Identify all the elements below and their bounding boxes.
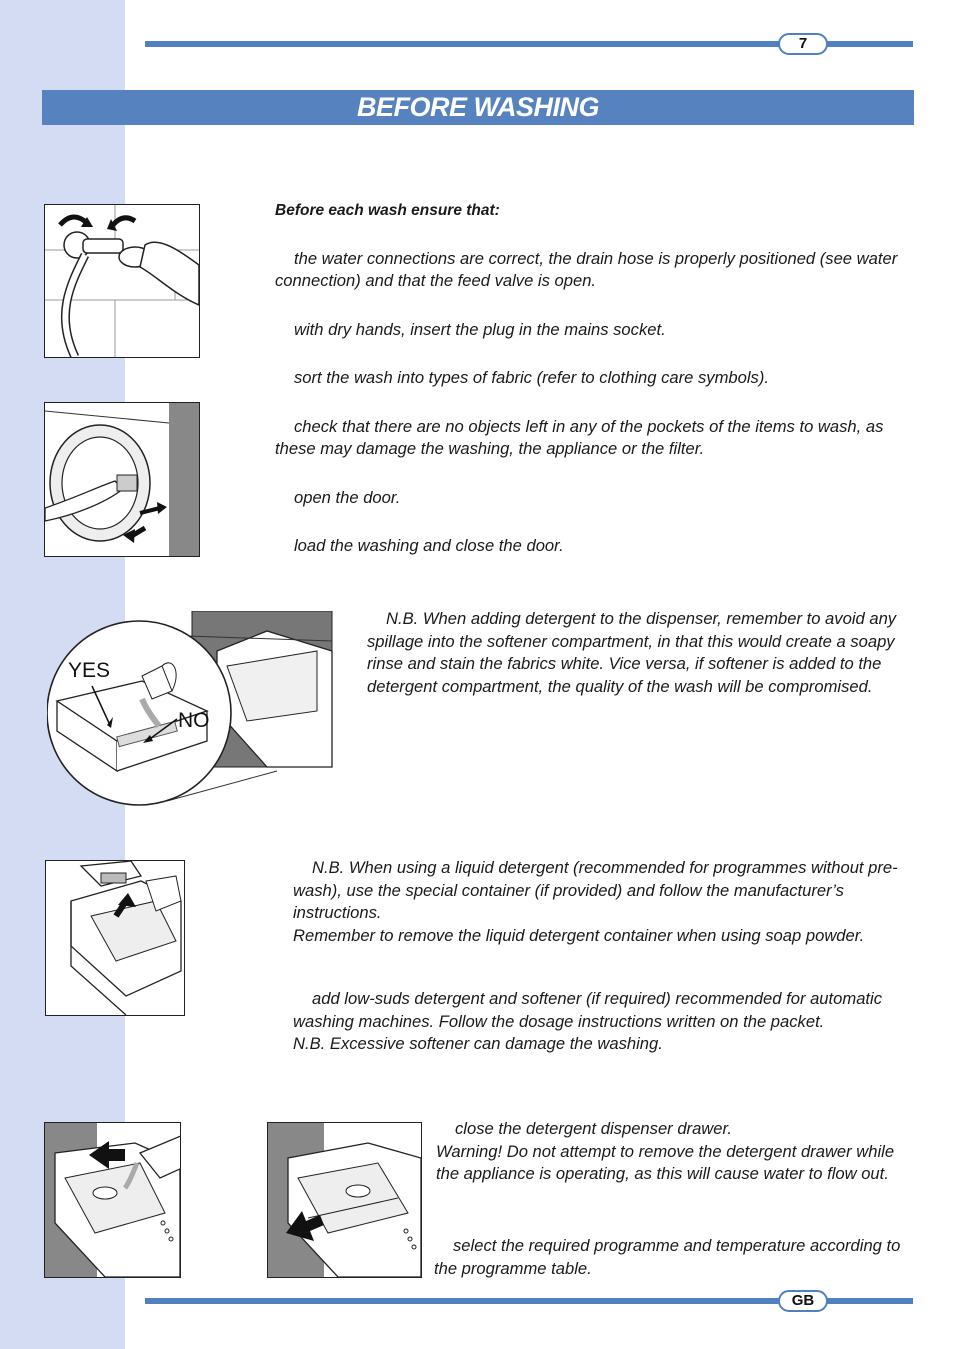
page-title: BEFORE WASHING: [42, 90, 914, 125]
intro-item-open-door: open the door.: [294, 487, 401, 507]
language-badge: GB: [778, 1290, 828, 1312]
pour-detergent-illustration: [44, 1122, 181, 1278]
intro-item-plug: with dry hands, insert the plug in the mains socket.: [294, 319, 666, 339]
water-tap-illustration: [44, 204, 200, 358]
intro-item-load: load the washing and close the door.: [294, 536, 564, 555]
liquid-note-line1: N.B. When using a liquid detergent (recommended for programmes without pre-wash), use the special container (if provided) and follow the manufacturer’s instructions.: [293, 858, 898, 922]
no-label: NO: [178, 709, 210, 732]
dispenser-note: [367, 608, 922, 698]
intro-item-sort: sort the wash into types of fabric (refer to clothing care symbols).: [294, 368, 769, 387]
select-note-text: select the required programme and temperature according to the programme table.: [434, 1236, 901, 1278]
lowsuds-note-line2: N.B. Excessive softener can damage the washing.: [293, 1034, 663, 1053]
close-drawer-illustration: [267, 1122, 422, 1278]
page-number-badge: 7: [778, 33, 828, 55]
dispenser-yes-no-illustration: [47, 611, 333, 807]
liquid-note-line2: Remember to remove the liquid detergent container when using soap powder.: [293, 925, 865, 945]
intro-item-pockets: check that there are no objects left in any of the pockets of the items to wash, as these may damage the washing, the appliance or the filter.: [275, 416, 884, 458]
intro-section: [275, 200, 915, 558]
close-note-line2: Warning! Do not attempt to remove the detergent drawer while the appliance is operating, as this will cause water to flow out.: [436, 1141, 895, 1183]
close-note-line1: close the detergent dispenser drawer.: [455, 1119, 733, 1138]
lowsuds-note-line1: add low-suds detergent and softener (if required) recommended for automatic washing machines. Follow the dosage instructions written on the packet.: [293, 989, 883, 1031]
select-programme-note: [434, 1235, 919, 1280]
intro-item-water: the water connections are correct, the drain hose is properly positioned (see water connection) and that the feed valve is open.: [275, 248, 898, 290]
dispenser-note-text: N.B. When adding detergent to the dispenser, remember to avoid any spillage into the softener compartment, in that this would create a soapy rinse and stain the fabrics white. Vice versa, if softener is added to the detergent compartment, the quality of the wash will be compromised.: [367, 609, 897, 696]
yes-label: YES: [68, 659, 111, 682]
close-drawer-note: [436, 1118, 921, 1186]
intro-heading: Before each wash ensure that:: [275, 202, 500, 219]
liquid-detergent-note: [293, 857, 918, 947]
low-suds-note: [293, 988, 918, 1056]
door-pocket-illustration: [44, 402, 200, 557]
liquid-container-illustration: [45, 860, 185, 1016]
